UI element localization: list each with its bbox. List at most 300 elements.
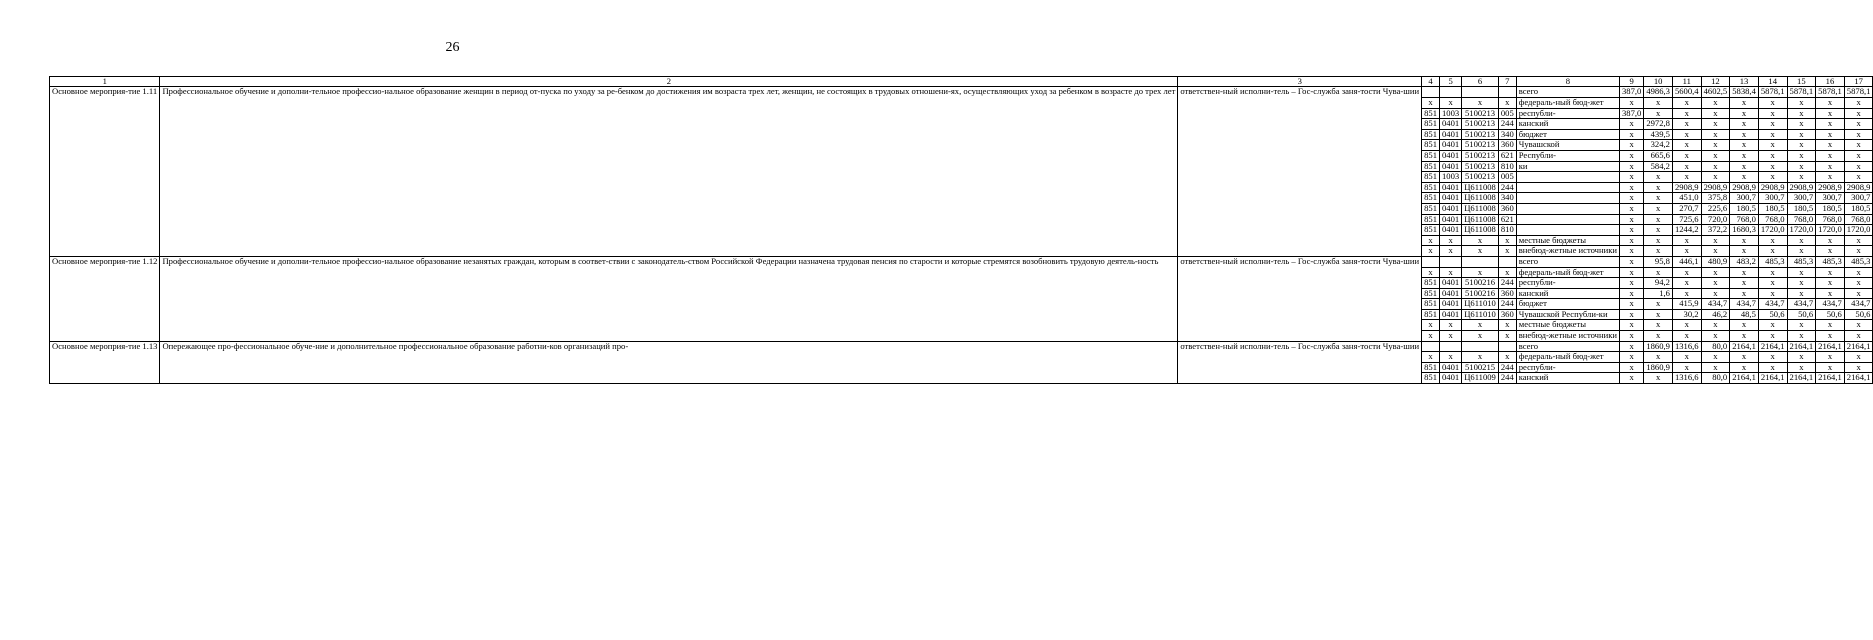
- value-cell: x: [1701, 129, 1730, 140]
- value-cell: x: [1816, 288, 1845, 299]
- value-cell: x: [1787, 288, 1816, 299]
- value-cell: 300,7: [1787, 193, 1816, 204]
- responsible-cell: ответствен-ный исполни-тель – Гос-служба заня-тости Чува-шии: [1178, 256, 1422, 341]
- event-title-cell: Профессиональное обучение и дополни-тельное профессио-нальное образование незанятых граждан, которым в соответ-ствии с законодатель-ством Российской Федерации назначена трудовая пенсия по старости и которые стремятся возобновить трудовую деятель-ность: [160, 256, 1178, 341]
- source-cell: бюджет: [1516, 299, 1619, 310]
- value-cell: 2908,9: [1844, 182, 1873, 193]
- value-cell: 46,2: [1701, 309, 1730, 320]
- value-cell: x: [1701, 352, 1730, 363]
- value-cell: x: [1730, 331, 1759, 342]
- event-title-cell: Опережающее про-фессиональное обуче-ние и дополнительное профессиональное образование работни-ков организаций про-: [160, 341, 1178, 383]
- column-number: 11: [1672, 77, 1701, 87]
- value-cell: x: [1787, 98, 1816, 109]
- value-cell: x: [1730, 140, 1759, 151]
- code-type-cell: 810: [1498, 161, 1516, 172]
- value-cell: x: [1844, 246, 1873, 257]
- code-grbs-cell: 851: [1422, 129, 1440, 140]
- code-section-cell: x: [1440, 352, 1462, 363]
- value-cell: x: [1816, 267, 1845, 278]
- value-cell: x: [1672, 267, 1701, 278]
- code-target-cell: 5100213: [1462, 172, 1499, 183]
- value-cell: x: [1844, 362, 1873, 373]
- value-cell: x: [1672, 235, 1701, 246]
- value-cell: x: [1701, 98, 1730, 109]
- code-type-cell: x: [1498, 235, 1516, 246]
- source-cell: [1516, 182, 1619, 193]
- value-cell: x: [1672, 150, 1701, 161]
- value-cell: x: [1787, 235, 1816, 246]
- value-cell: 50,6: [1787, 309, 1816, 320]
- value-cell: x: [1644, 203, 1673, 214]
- source-cell: канский: [1516, 119, 1619, 130]
- value-cell: 94,2: [1644, 278, 1673, 289]
- column-number: 17: [1844, 77, 1873, 87]
- code-grbs-cell: 851: [1422, 140, 1440, 151]
- code-type-cell: 360: [1498, 140, 1516, 151]
- code-type-cell: 360: [1498, 288, 1516, 299]
- value-cell: x: [1619, 331, 1643, 342]
- code-section-cell: x: [1440, 246, 1462, 257]
- code-section-cell: [1440, 256, 1462, 267]
- column-number: 8: [1516, 77, 1619, 87]
- column-number: 12: [1701, 77, 1730, 87]
- value-cell: 725,6: [1672, 214, 1701, 225]
- value-cell: x: [1644, 182, 1673, 193]
- value-cell: x: [1816, 278, 1845, 289]
- value-cell: x: [1844, 98, 1873, 109]
- value-cell: x: [1816, 119, 1845, 130]
- value-cell: x: [1619, 320, 1643, 331]
- value-cell: x: [1644, 331, 1673, 342]
- code-grbs-cell: [1422, 341, 1440, 352]
- value-cell: x: [1816, 98, 1845, 109]
- code-target-cell: 5100213: [1462, 150, 1499, 161]
- code-section-cell: 0401: [1440, 129, 1462, 140]
- code-target-cell: x: [1462, 235, 1499, 246]
- code-section-cell: 0401: [1440, 182, 1462, 193]
- value-cell: x: [1701, 267, 1730, 278]
- code-grbs-cell: x: [1422, 246, 1440, 257]
- code-target-cell: x: [1462, 267, 1499, 278]
- value-cell: x: [1619, 267, 1643, 278]
- value-cell: x: [1758, 150, 1787, 161]
- value-cell: 2164,1: [1730, 341, 1759, 352]
- value-cell: x: [1644, 320, 1673, 331]
- value-cell: x: [1844, 161, 1873, 172]
- value-cell: 5838,4: [1730, 87, 1759, 98]
- value-cell: 439,5: [1644, 129, 1673, 140]
- value-cell: x: [1619, 119, 1643, 130]
- code-section-cell: x: [1440, 331, 1462, 342]
- column-number: 10: [1644, 77, 1673, 87]
- value-cell: x: [1644, 309, 1673, 320]
- code-target-cell: 5100213: [1462, 108, 1499, 119]
- code-type-cell: x: [1498, 267, 1516, 278]
- value-cell: x: [1730, 246, 1759, 257]
- value-cell: x: [1844, 288, 1873, 299]
- source-cell: федераль-ный бюд-жет: [1516, 267, 1619, 278]
- code-target-cell: x: [1462, 320, 1499, 331]
- code-type-cell: 621: [1498, 150, 1516, 161]
- code-type-cell: 340: [1498, 129, 1516, 140]
- value-cell: x: [1730, 362, 1759, 373]
- code-target-cell: Ц611008: [1462, 182, 1499, 193]
- value-cell: x: [1787, 150, 1816, 161]
- code-section-cell: x: [1440, 98, 1462, 109]
- value-cell: x: [1816, 172, 1845, 183]
- value-cell: x: [1619, 129, 1643, 140]
- value-cell: 2164,1: [1816, 341, 1845, 352]
- value-cell: 324,2: [1644, 140, 1673, 151]
- value-cell: 434,7: [1816, 299, 1845, 310]
- code-grbs-cell: 851: [1422, 108, 1440, 119]
- column-number: 9: [1619, 77, 1643, 87]
- value-cell: 480,9: [1701, 256, 1730, 267]
- code-target-cell: 5100216: [1462, 288, 1499, 299]
- value-cell: x: [1758, 108, 1787, 119]
- value-cell: x: [1701, 288, 1730, 299]
- value-cell: 180,5: [1730, 203, 1759, 214]
- table-row: [50, 341, 1873, 352]
- value-cell: x: [1787, 108, 1816, 119]
- value-cell: x: [1672, 98, 1701, 109]
- table-row: [50, 256, 1873, 267]
- source-cell: республи-: [1516, 278, 1619, 289]
- value-cell: x: [1787, 278, 1816, 289]
- value-cell: x: [1619, 341, 1643, 352]
- value-cell: 300,7: [1730, 193, 1759, 204]
- code-type-cell: [1498, 87, 1516, 98]
- code-grbs-cell: 851: [1422, 225, 1440, 236]
- code-grbs-cell: 851: [1422, 119, 1440, 130]
- value-cell: x: [1672, 331, 1701, 342]
- value-cell: 2164,1: [1758, 373, 1787, 384]
- source-cell: местные бюджеты: [1516, 235, 1619, 246]
- column-number: 14: [1758, 77, 1787, 87]
- code-section-cell: 0401: [1440, 140, 1462, 151]
- code-type-cell: 244: [1498, 182, 1516, 193]
- code-type-cell: x: [1498, 320, 1516, 331]
- code-target-cell: [1462, 341, 1499, 352]
- value-cell: x: [1672, 119, 1701, 130]
- value-cell: x: [1787, 246, 1816, 257]
- value-cell: x: [1619, 98, 1643, 109]
- value-cell: 180,5: [1787, 203, 1816, 214]
- value-cell: 2164,1: [1758, 341, 1787, 352]
- value-cell: x: [1730, 119, 1759, 130]
- code-target-cell: [1462, 256, 1499, 267]
- value-cell: 1720,0: [1844, 225, 1873, 236]
- value-cell: x: [1672, 278, 1701, 289]
- code-type-cell: 244: [1498, 299, 1516, 310]
- value-cell: 768,0: [1787, 214, 1816, 225]
- value-cell: 434,7: [1730, 299, 1759, 310]
- source-cell: республи-: [1516, 362, 1619, 373]
- value-cell: x: [1816, 161, 1845, 172]
- code-target-cell: Ц611008: [1462, 193, 1499, 204]
- value-cell: 5878,1: [1816, 87, 1845, 98]
- value-cell: 2972,8: [1644, 119, 1673, 130]
- value-cell: x: [1758, 320, 1787, 331]
- value-cell: x: [1672, 352, 1701, 363]
- code-target-cell: Ц611008: [1462, 203, 1499, 214]
- value-cell: x: [1730, 129, 1759, 140]
- value-cell: x: [1758, 129, 1787, 140]
- source-cell: [1516, 214, 1619, 225]
- value-cell: x: [1787, 331, 1816, 342]
- value-cell: x: [1701, 235, 1730, 246]
- value-cell: 2164,1: [1787, 341, 1816, 352]
- value-cell: 50,6: [1816, 309, 1845, 320]
- code-grbs-cell: 851: [1422, 172, 1440, 183]
- code-type-cell: 005: [1498, 172, 1516, 183]
- value-cell: x: [1701, 331, 1730, 342]
- code-grbs-cell: 851: [1422, 203, 1440, 214]
- table-row: [50, 87, 1873, 98]
- value-cell: x: [1619, 193, 1643, 204]
- value-cell: 434,7: [1787, 299, 1816, 310]
- event-title-cell: Профессиональное обучение и дополни-тельное профессио-нальное образование женщин в период от-пуска по уходу за ре-бенком до достижения им возраста трех лет, женщин, не состоящих в трудовых отношени-ях, осуществляющих уход за ребенком в возрасте до трех лет: [160, 87, 1178, 257]
- value-cell: 2908,9: [1672, 182, 1701, 193]
- value-cell: x: [1730, 352, 1759, 363]
- code-section-cell: 0401: [1440, 288, 1462, 299]
- value-cell: x: [1758, 172, 1787, 183]
- value-cell: 1,6: [1644, 288, 1673, 299]
- value-cell: 2164,1: [1844, 341, 1873, 352]
- value-cell: x: [1816, 235, 1845, 246]
- value-cell: x: [1816, 150, 1845, 161]
- value-cell: x: [1758, 246, 1787, 257]
- value-cell: x: [1701, 362, 1730, 373]
- code-target-cell: x: [1462, 246, 1499, 257]
- code-section-cell: 0401: [1440, 161, 1462, 172]
- value-cell: x: [1844, 140, 1873, 151]
- source-cell: федераль-ный бюд-жет: [1516, 98, 1619, 109]
- source-cell: бюджет: [1516, 129, 1619, 140]
- code-target-cell: x: [1462, 98, 1499, 109]
- column-number: 1: [50, 77, 160, 87]
- code-section-cell: 0401: [1440, 193, 1462, 204]
- value-cell: 768,0: [1758, 214, 1787, 225]
- value-cell: 4602,5: [1701, 87, 1730, 98]
- value-cell: x: [1787, 172, 1816, 183]
- value-cell: x: [1844, 119, 1873, 130]
- value-cell: x: [1619, 172, 1643, 183]
- value-cell: x: [1701, 108, 1730, 119]
- value-cell: x: [1730, 278, 1759, 289]
- column-number: 4: [1422, 77, 1440, 87]
- value-cell: 1680,3: [1730, 225, 1759, 236]
- value-cell: x: [1701, 150, 1730, 161]
- value-cell: x: [1758, 362, 1787, 373]
- value-cell: 48,5: [1730, 309, 1759, 320]
- code-grbs-cell: 851: [1422, 150, 1440, 161]
- value-cell: 415,9: [1672, 299, 1701, 310]
- column-number: 16: [1816, 77, 1845, 87]
- value-cell: x: [1844, 331, 1873, 342]
- value-cell: 2164,1: [1816, 373, 1845, 384]
- value-cell: x: [1816, 362, 1845, 373]
- value-cell: x: [1787, 140, 1816, 151]
- code-type-cell: 005: [1498, 108, 1516, 119]
- code-target-cell: 5100213: [1462, 140, 1499, 151]
- value-cell: x: [1672, 140, 1701, 151]
- event-cell: Основное мероприя-тие 1.11: [50, 87, 160, 257]
- code-type-cell: 360: [1498, 203, 1516, 214]
- value-cell: x: [1844, 172, 1873, 183]
- value-cell: x: [1787, 320, 1816, 331]
- value-cell: x: [1672, 320, 1701, 331]
- source-cell: [1516, 172, 1619, 183]
- code-target-cell: 5100216: [1462, 278, 1499, 289]
- event-cell: Основное мероприя-тие 1.12: [50, 256, 160, 341]
- value-cell: 2164,1: [1787, 373, 1816, 384]
- column-number: 2: [160, 77, 1178, 87]
- value-cell: x: [1672, 108, 1701, 119]
- value-cell: 485,3: [1844, 256, 1873, 267]
- value-cell: x: [1758, 98, 1787, 109]
- value-cell: 768,0: [1844, 214, 1873, 225]
- code-section-cell: 0401: [1440, 373, 1462, 384]
- value-cell: x: [1787, 119, 1816, 130]
- code-type-cell: 244: [1498, 119, 1516, 130]
- column-number: 7: [1498, 77, 1516, 87]
- value-cell: x: [1619, 246, 1643, 257]
- source-cell: [1516, 225, 1619, 236]
- code-section-cell: 0401: [1440, 225, 1462, 236]
- code-target-cell: Ц611008: [1462, 225, 1499, 236]
- value-cell: x: [1844, 108, 1873, 119]
- code-type-cell: 621: [1498, 214, 1516, 225]
- code-grbs-cell: [1422, 256, 1440, 267]
- code-grbs-cell: 851: [1422, 214, 1440, 225]
- code-target-cell: x: [1462, 331, 1499, 342]
- code-grbs-cell: x: [1422, 352, 1440, 363]
- value-cell: 2164,1: [1844, 373, 1873, 384]
- value-cell: x: [1619, 225, 1643, 236]
- value-cell: x: [1758, 278, 1787, 289]
- code-grbs-cell: 851: [1422, 193, 1440, 204]
- value-cell: 2908,9: [1787, 182, 1816, 193]
- value-cell: 720,0: [1701, 214, 1730, 225]
- code-grbs-cell: 851: [1422, 182, 1440, 193]
- value-cell: x: [1701, 161, 1730, 172]
- value-cell: x: [1619, 203, 1643, 214]
- value-cell: 434,7: [1758, 299, 1787, 310]
- value-cell: x: [1758, 288, 1787, 299]
- code-type-cell: x: [1498, 246, 1516, 257]
- value-cell: x: [1758, 352, 1787, 363]
- value-cell: x: [1644, 246, 1673, 257]
- value-cell: 2908,9: [1816, 182, 1845, 193]
- value-cell: x: [1758, 161, 1787, 172]
- value-cell: 2908,9: [1758, 182, 1787, 193]
- code-grbs-cell: 851: [1422, 309, 1440, 320]
- value-cell: 387,0: [1619, 108, 1643, 119]
- value-cell: x: [1619, 362, 1643, 373]
- value-cell: 80,0: [1701, 341, 1730, 352]
- value-cell: x: [1730, 98, 1759, 109]
- code-type-cell: 244: [1498, 373, 1516, 384]
- value-cell: 180,5: [1816, 203, 1845, 214]
- source-cell: [1516, 193, 1619, 204]
- code-grbs-cell: [1422, 87, 1440, 98]
- value-cell: 665,6: [1644, 150, 1673, 161]
- code-grbs-cell: 851: [1422, 299, 1440, 310]
- value-cell: x: [1816, 246, 1845, 257]
- code-target-cell: Ц611010: [1462, 309, 1499, 320]
- code-grbs-cell: x: [1422, 267, 1440, 278]
- value-cell: 483,2: [1730, 256, 1759, 267]
- page-number: 26: [445, 40, 460, 55]
- value-cell: x: [1758, 235, 1787, 246]
- code-grbs-cell: x: [1422, 235, 1440, 246]
- code-section-cell: 1003: [1440, 172, 1462, 183]
- value-cell: 768,0: [1816, 214, 1845, 225]
- code-type-cell: [1498, 256, 1516, 267]
- code-target-cell: 5100213: [1462, 119, 1499, 130]
- value-cell: x: [1619, 140, 1643, 151]
- code-target-cell: [1462, 87, 1499, 98]
- code-target-cell: 5100213: [1462, 129, 1499, 140]
- value-cell: 434,7: [1701, 299, 1730, 310]
- code-target-cell: Ц611009: [1462, 373, 1499, 384]
- source-cell: всего: [1516, 256, 1619, 267]
- value-cell: x: [1672, 362, 1701, 373]
- value-cell: x: [1644, 214, 1673, 225]
- code-section-cell: 0401: [1440, 278, 1462, 289]
- code-type-cell: x: [1498, 331, 1516, 342]
- value-cell: 80,0: [1701, 373, 1730, 384]
- code-target-cell: x: [1462, 352, 1499, 363]
- code-type-cell: 360: [1498, 309, 1516, 320]
- value-cell: x: [1644, 193, 1673, 204]
- value-cell: 434,7: [1844, 299, 1873, 310]
- code-section-cell: 0401: [1440, 299, 1462, 310]
- value-cell: x: [1730, 235, 1759, 246]
- value-cell: 451,0: [1672, 193, 1701, 204]
- value-cell: 1316,6: [1672, 341, 1701, 352]
- code-grbs-cell: x: [1422, 320, 1440, 331]
- code-section-cell: x: [1440, 235, 1462, 246]
- value-cell: 225,6: [1701, 203, 1730, 214]
- value-cell: x: [1644, 108, 1673, 119]
- source-cell: внебюд-жетные источники: [1516, 331, 1619, 342]
- source-cell: всего: [1516, 341, 1619, 352]
- value-cell: x: [1701, 278, 1730, 289]
- code-grbs-cell: 851: [1422, 373, 1440, 384]
- source-cell: местные бюджеты: [1516, 320, 1619, 331]
- source-cell: Чувашской: [1516, 140, 1619, 151]
- value-cell: 300,7: [1816, 193, 1845, 204]
- value-cell: 375,8: [1701, 193, 1730, 204]
- value-cell: x: [1701, 172, 1730, 183]
- code-section-cell: x: [1440, 320, 1462, 331]
- value-cell: x: [1816, 331, 1845, 342]
- value-cell: x: [1644, 373, 1673, 384]
- code-grbs-cell: 851: [1422, 288, 1440, 299]
- value-cell: x: [1816, 129, 1845, 140]
- value-cell: 5600,4: [1672, 87, 1701, 98]
- value-cell: x: [1619, 309, 1643, 320]
- source-cell: канский: [1516, 288, 1619, 299]
- event-cell: Основное мероприя-тие 1.13: [50, 341, 160, 383]
- responsible-cell: ответствен-ный исполни-тель – Гос-служба заня-тости Чува-шии: [1178, 87, 1422, 257]
- value-cell: 584,2: [1644, 161, 1673, 172]
- source-cell: всего: [1516, 87, 1619, 98]
- value-cell: 4986,3: [1644, 87, 1673, 98]
- value-cell: x: [1672, 129, 1701, 140]
